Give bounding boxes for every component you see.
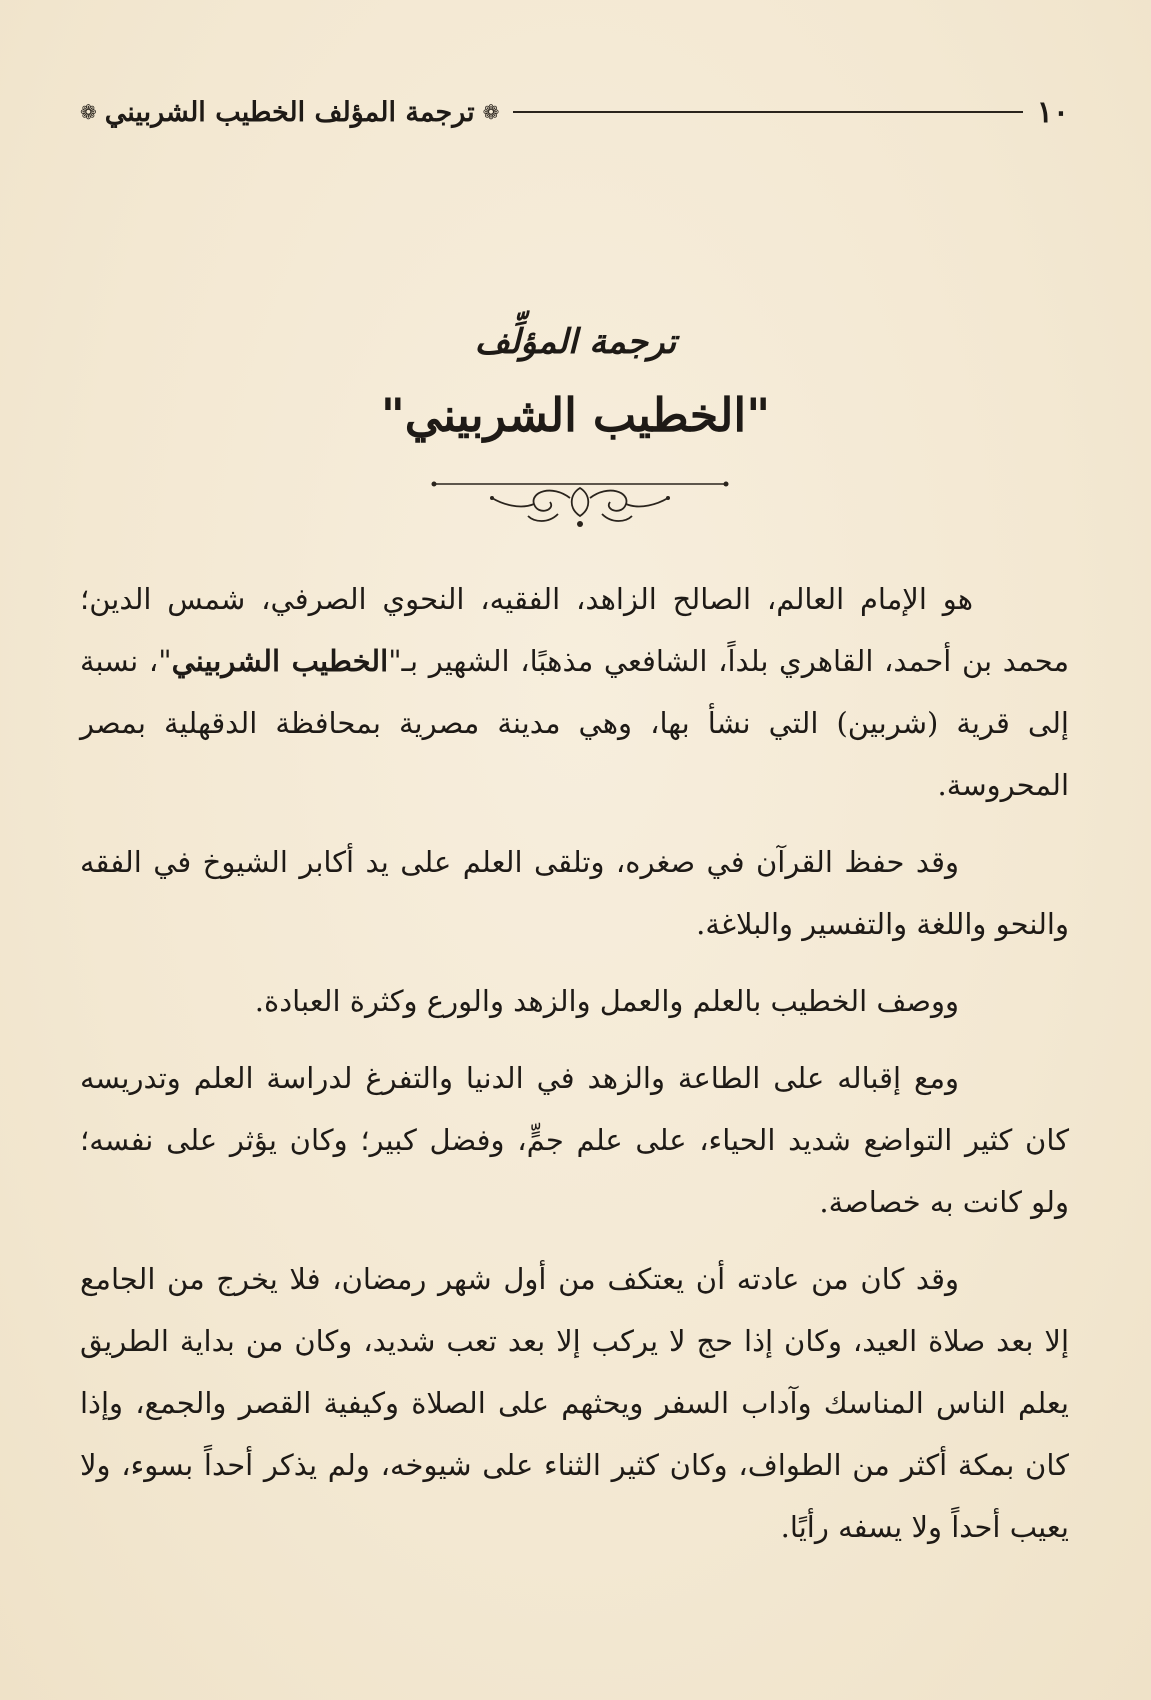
running-title-group — [80, 97, 499, 128]
running-header — [80, 92, 1069, 132]
floral-ornament-icon: ❁ — [482, 100, 500, 124]
paragraph-5: وقد كان من عادته أن يعتكف من أول شهر رمضان، فلا يخرج من الجامع إلا بعد صلاة العيد، وكان إذا حج لا يركب إلا بعد تعب شديد، وكان من بداية الطريق يعلم الناس المناسك وآداب السفر ويحثهم على الصلاة وكيفية القصر والجمع، وإذا كان بمكة أكثر من الطواف، وكان كثير الثناء على شيوخه، ولم يذكر أحداً بسوء، ولا يعيب أحداً ولا يسفه رأيًا. — [80, 1262, 1069, 1544]
paragraph-1-lead: هو الإمام العالم، الصالح الزاهد، الفقيه، النحوي الصرفي، شمس الدين؛ محمد بن أحمد، القاهري بلداً، الشافعي مذهبًا، الشهير بـ" — [80, 582, 1069, 678]
paragraph-3: ووصف الخطيب بالعلم والعمل والزهد والورع وكثرة العبادة. — [254, 984, 959, 1018]
header-rule — [513, 111, 1022, 113]
paragraph-2: وقد حفظ القرآن في صغره، وتلقى العلم على يد أكابر الشيوخ في الفقه والنحو واللغة والتفسير والبلاغة. — [80, 845, 1069, 941]
section-title: ترجمة المؤلِّف — [474, 322, 677, 362]
paragraph-1-rest: "، نسبة إلى قرية (شربين) التي نشأ بها، وهي مدينة مصرية بمحافظة الدقهلية بمصر المحروسة. — [80, 644, 1069, 802]
body-text — [80, 568, 1069, 1573]
author-name-bold: الخطيب الشربيني — [171, 644, 389, 678]
paragraph-1 — [80, 568, 1069, 816]
paragraph-4: ومع إقباله على الطاعة والزهد في الدنيا والتفرغ لدراسة العلم وتدريسه كان كثير التواضع شديد الحياء، على علم جمٍّ، وفضل كبير؛ وكان يؤثر على نفسه؛ ولو كانت به خصاصة. — [80, 1061, 1069, 1219]
decorative-divider-icon — [430, 474, 730, 534]
floral-ornament-icon: ❁ — [80, 100, 97, 124]
page-number: ١٠ — [1036, 94, 1069, 130]
author-name-heading: "الخطيب الشربيني" — [380, 388, 771, 442]
running-title: ترجمة المؤلف الخطيب الشربيني — [104, 96, 475, 128]
